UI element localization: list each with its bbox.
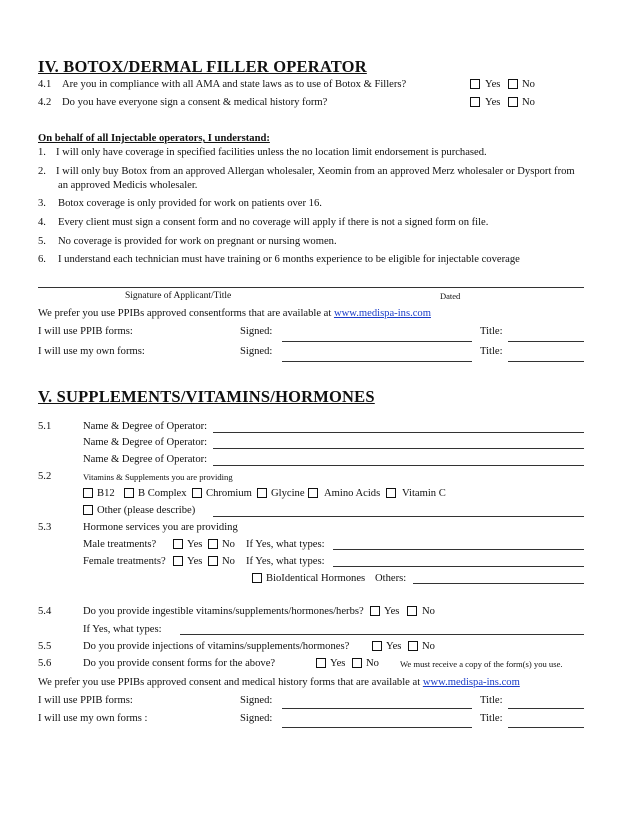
own-forms-label: I will use my own forms : bbox=[38, 713, 148, 724]
list-number: 3. bbox=[38, 198, 46, 209]
others-line[interactable] bbox=[413, 583, 584, 584]
option-label: Chromium bbox=[206, 488, 252, 499]
signed-line[interactable] bbox=[282, 708, 472, 709]
yes-label: Yes bbox=[187, 539, 203, 550]
types-line[interactable] bbox=[180, 634, 584, 635]
title-line[interactable] bbox=[508, 361, 584, 362]
signed-label: Signed: bbox=[240, 695, 273, 706]
question-number: 5.2 bbox=[38, 471, 52, 482]
no-checkbox[interactable] bbox=[208, 539, 218, 549]
title-line[interactable] bbox=[508, 708, 584, 709]
glycine-checkbox[interactable] bbox=[257, 488, 267, 498]
no-label: No bbox=[366, 658, 379, 669]
no-checkbox[interactable] bbox=[508, 79, 518, 89]
section-4-heading: IV. BOTOX/DERMAL FILLER OPERATOR bbox=[38, 57, 367, 76]
option-label: Glycine bbox=[271, 488, 305, 499]
title-label: Title: bbox=[480, 695, 503, 706]
question-number: 5.5 bbox=[38, 641, 52, 652]
b-complex-checkbox[interactable] bbox=[124, 488, 134, 498]
forms-note-text: We prefer you use PPIBs approved consent and medical history forms that are available at bbox=[38, 677, 423, 688]
signature-line[interactable] bbox=[38, 287, 584, 288]
bioidentical-label: BioIdentical Hormones bbox=[266, 573, 366, 584]
yes-checkbox[interactable] bbox=[470, 97, 480, 107]
question-number: 5.3 bbox=[38, 522, 52, 533]
signed-line[interactable] bbox=[282, 341, 472, 342]
ppib-forms-label: I will use PPIB forms: bbox=[38, 326, 133, 337]
list-item: I understand each technician must have training or 6 months experience to be eligible for injectable coverage bbox=[58, 254, 520, 265]
yes-checkbox[interactable] bbox=[372, 641, 382, 651]
no-checkbox[interactable] bbox=[208, 556, 218, 566]
no-label: No bbox=[422, 641, 435, 652]
name-degree-line[interactable] bbox=[213, 448, 584, 449]
no-label: No bbox=[422, 606, 435, 617]
section-5-heading: V. SUPPLEMENTS/VITAMINS/HORMONES bbox=[38, 387, 375, 406]
yes-label: Yes bbox=[187, 556, 203, 567]
option-label: B Complex bbox=[138, 488, 187, 499]
yes-label: Yes bbox=[384, 606, 400, 617]
name-degree-line[interactable] bbox=[213, 432, 584, 433]
question-text: Do you provide consent forms for the above? bbox=[83, 658, 276, 669]
question-number: 5.6 bbox=[38, 658, 52, 669]
amino-acids-checkbox[interactable] bbox=[308, 488, 318, 498]
no-checkbox[interactable] bbox=[352, 658, 362, 668]
no-label: No bbox=[222, 539, 235, 550]
question-number: 5.1 bbox=[38, 421, 52, 432]
types-line[interactable] bbox=[333, 566, 584, 567]
vitamins-question: Vitamins & Supplements you are providing bbox=[83, 472, 233, 482]
website-link[interactable]: www.medispa-ins.com bbox=[333, 308, 431, 319]
male-treatments-label: Male treatments? bbox=[83, 539, 157, 550]
other-label: Other (please describe) bbox=[97, 505, 196, 516]
ppib-forms-label: I will use PPIB forms: bbox=[38, 695, 133, 706]
vitamin-c-checkbox[interactable] bbox=[386, 488, 396, 498]
others-label: Others: bbox=[375, 573, 407, 584]
yes-checkbox[interactable] bbox=[316, 658, 326, 668]
yes-label: Yes bbox=[330, 658, 346, 669]
b12-checkbox[interactable] bbox=[83, 488, 93, 498]
list-number: 4. bbox=[38, 217, 46, 228]
signed-line[interactable] bbox=[282, 727, 472, 728]
list-number: 5. bbox=[38, 236, 46, 247]
list-number: 1. bbox=[38, 147, 46, 158]
signed-label: Signed: bbox=[240, 326, 273, 337]
hormone-question: Hormone services you are providing bbox=[83, 522, 238, 533]
no-label: No bbox=[522, 97, 535, 108]
other-checkbox[interactable] bbox=[83, 505, 93, 515]
no-label: No bbox=[522, 79, 535, 90]
other-describe-line[interactable] bbox=[213, 516, 584, 517]
title-line[interactable] bbox=[508, 341, 584, 342]
copy-note: We must receive a copy of the form(s) you use. bbox=[400, 659, 563, 669]
option-label: Amino Acids bbox=[324, 488, 381, 499]
own-forms-label: I will use my own forms: bbox=[38, 346, 145, 357]
no-label: No bbox=[222, 556, 235, 567]
list-item: I will only buy Botox from an approved Allergan wholesaler, Xeomin from an approved Merz wholesaler or Dysport from bbox=[56, 166, 575, 177]
name-degree-label: Name & Degree of Operator: bbox=[83, 454, 208, 465]
website-link[interactable]: www.medispa-ins.com bbox=[422, 677, 520, 688]
if-yes-label: If Yes, what types: bbox=[246, 539, 325, 550]
dated-label: Dated bbox=[440, 291, 461, 301]
title-label: Title: bbox=[480, 326, 503, 337]
yes-checkbox[interactable] bbox=[173, 556, 183, 566]
question-text: Do you provide ingestible vitamins/supplements/hormones/herbs? bbox=[83, 606, 364, 617]
types-line[interactable] bbox=[333, 549, 584, 550]
title-line[interactable] bbox=[508, 727, 584, 728]
signed-label: Signed: bbox=[240, 713, 273, 724]
no-checkbox[interactable] bbox=[407, 606, 417, 616]
list-number: 2. bbox=[38, 166, 46, 177]
yes-label: Yes bbox=[485, 79, 501, 90]
female-treatments-label: Female treatments? bbox=[83, 556, 166, 567]
name-degree-label: Name & Degree of Operator: bbox=[83, 421, 208, 432]
chromium-checkbox[interactable] bbox=[192, 488, 202, 498]
if-yes-label: If Yes, what types: bbox=[246, 556, 325, 567]
list-item: an approved Medicis wholesaler. bbox=[58, 180, 198, 191]
list-item: I will only have coverage in specified facilities unless the no location limit endorsement is purchased. bbox=[56, 147, 487, 158]
acknowledgement-heading: On behalf of all Injectable operators, I understand: bbox=[38, 133, 270, 144]
signed-label: Signed: bbox=[240, 346, 273, 357]
yes-label: Yes bbox=[485, 97, 501, 108]
no-checkbox[interactable] bbox=[408, 641, 418, 651]
question-text: Are you in compliance with all AMA and state laws as to use of Botox & Fillers? bbox=[62, 79, 407, 90]
option-label: B12 bbox=[97, 488, 115, 499]
yes-checkbox[interactable] bbox=[470, 79, 480, 89]
question-number: 4.1 bbox=[38, 79, 52, 90]
title-label: Title: bbox=[480, 713, 503, 724]
forms-note bbox=[38, 676, 520, 689]
bioidentical-checkbox[interactable] bbox=[252, 573, 262, 583]
list-item: Every client must sign a consent form and no coverage will apply if there is not a signed form on file. bbox=[58, 217, 489, 228]
list-item: No coverage is provided for work on pregnant or nursing women. bbox=[58, 236, 337, 247]
title-label: Title: bbox=[480, 346, 503, 357]
list-number: 6. bbox=[38, 254, 46, 265]
name-degree-line[interactable] bbox=[213, 465, 584, 466]
no-checkbox[interactable] bbox=[508, 97, 518, 107]
yes-checkbox[interactable] bbox=[370, 606, 380, 616]
signed-line[interactable] bbox=[282, 361, 472, 362]
forms-note-text: We prefer you use PPIBs approved consentforms that are available at bbox=[38, 308, 334, 319]
forms-note bbox=[38, 307, 431, 320]
question-number: 5.4 bbox=[38, 606, 52, 617]
list-item: Botox coverage is only provided for work on patients over 16. bbox=[58, 198, 322, 209]
if-yes-label: If Yes, what types: bbox=[83, 624, 162, 635]
name-degree-label: Name & Degree of Operator: bbox=[83, 437, 208, 448]
question-text: Do you have everyone sign a consent & medical history form? bbox=[62, 97, 328, 108]
yes-label: Yes bbox=[386, 641, 402, 652]
option-label: Vitamin C bbox=[402, 488, 446, 499]
signature-label: Signature of Applicant/Title bbox=[125, 291, 232, 301]
yes-checkbox[interactable] bbox=[173, 539, 183, 549]
question-number: 4.2 bbox=[38, 97, 52, 108]
question-text: Do you provide injections of vitamins/supplements/hormones? bbox=[83, 641, 350, 652]
